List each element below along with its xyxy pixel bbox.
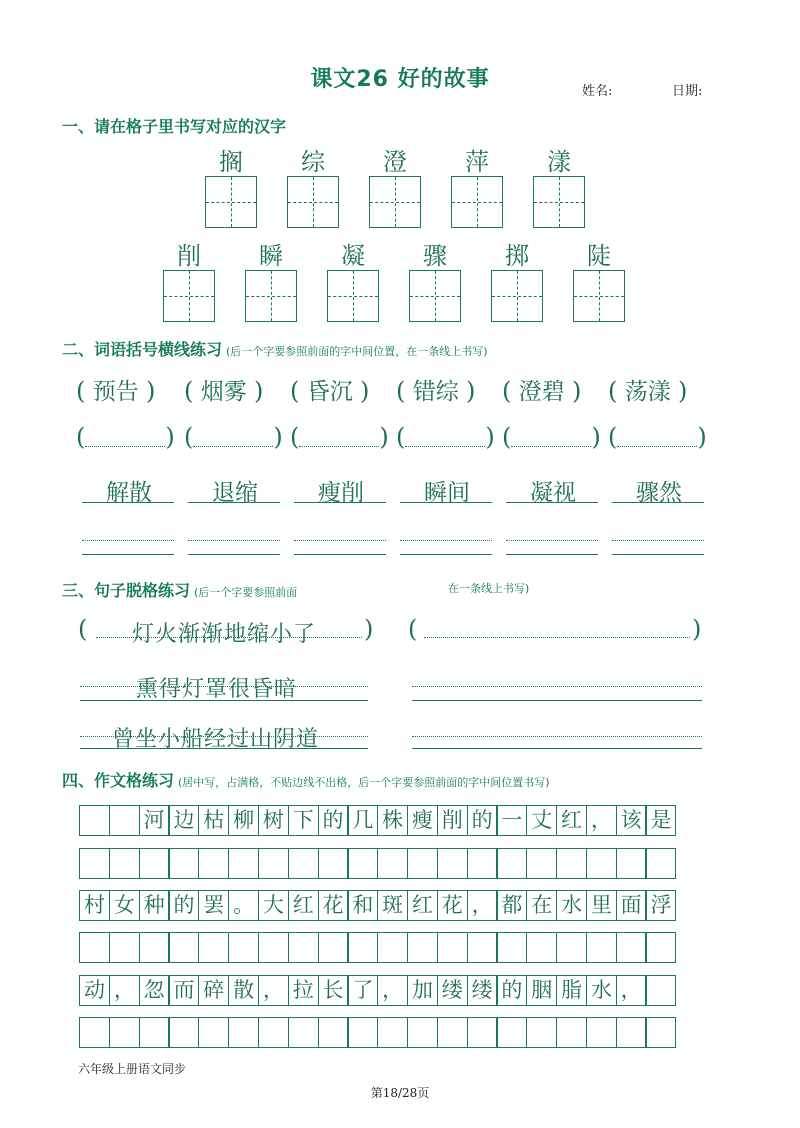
grid-cell — [79, 805, 110, 836]
grid-cell-blank[interactable] — [228, 932, 259, 963]
grid-cell-blank[interactable] — [496, 1017, 527, 1048]
grid-cell: ， — [616, 975, 647, 1006]
practice-char: 骤 — [423, 242, 447, 270]
writing-line — [506, 554, 598, 555]
grid-cell-blank[interactable] — [377, 848, 408, 879]
blank-writing-line[interactable] — [294, 540, 386, 541]
grid-cell-blank[interactable] — [556, 848, 587, 879]
grid-cell: 和 — [347, 890, 378, 921]
writing-line — [506, 502, 598, 503]
practice-char: 陡 — [587, 242, 611, 270]
grid-cell: 水 — [586, 975, 617, 1006]
practice-char: 搁 — [219, 148, 243, 176]
grid-cell: 边 — [168, 805, 199, 836]
grid-cell-blank[interactable] — [467, 932, 498, 963]
grid-cell-blank[interactable] — [318, 932, 349, 963]
grid-cell: 花 — [318, 890, 349, 921]
grid-cell: 红 — [288, 890, 319, 921]
date-label: 日期: — [672, 84, 703, 99]
paren-word: ( 昏沉 ) — [290, 377, 370, 405]
grid-cell: 。 — [228, 890, 259, 921]
blank-writing-line[interactable] — [612, 540, 704, 541]
grid-cell: 株 — [377, 805, 408, 836]
grid-cell-blank[interactable] — [318, 1017, 349, 1048]
section4-title: 四、作文格练习 — [62, 771, 175, 790]
section4-heading — [62, 768, 550, 791]
sentence-blank-dotted[interactable] — [412, 736, 702, 737]
practice-char: 漾 — [547, 148, 571, 176]
grid-cell: ， — [109, 975, 140, 1006]
grid-cell-blank[interactable] — [377, 932, 408, 963]
grid-cell: 树 — [258, 805, 289, 836]
paren-blank[interactable]: ( ) — [184, 423, 283, 451]
page-title: 课文26 好的故事 — [310, 67, 490, 92]
sentence-blank-base[interactable] — [412, 700, 702, 701]
footer-book-label: 六年级上册语文同步 — [78, 1062, 187, 1076]
grid-cell-blank[interactable] — [556, 932, 587, 963]
grid-cell: 动 — [79, 975, 110, 1006]
grid-cell: 红 — [407, 890, 438, 921]
grid-cell: 浮 — [645, 890, 676, 921]
grid-cell-blank[interactable] — [198, 848, 229, 879]
sentence-paren-right: ) — [364, 615, 374, 643]
grid-cell-blank[interactable] — [645, 932, 676, 963]
paren-word: ( 烟雾 ) — [184, 377, 264, 405]
grid-cell — [109, 805, 140, 836]
grid-cell-blank[interactable] — [288, 1017, 319, 1048]
section2-title: 二、词语括号横线练习 — [62, 340, 223, 359]
grid-cell: 都 — [496, 890, 527, 921]
composition-grid-row — [79, 890, 675, 921]
grid-cell-blank[interactable] — [586, 848, 617, 879]
grid-cell: 散 — [228, 975, 259, 1006]
grid-cell-blank[interactable] — [437, 848, 468, 879]
paren-word: ( 错综 ) — [396, 377, 476, 405]
grid-cell-blank[interactable] — [347, 848, 378, 879]
paren-word: ( 荡漾 ) — [608, 377, 688, 405]
grid-cell-blank[interactable] — [228, 848, 259, 879]
name-label: 姓名: — [582, 84, 613, 99]
grid-cell-blank[interactable] — [168, 1017, 199, 1048]
grid-cell: 胭 — [526, 975, 557, 1006]
grid-cell: 长 — [318, 975, 349, 1006]
composition-grid-row-blank[interactable] — [79, 1017, 675, 1048]
composition-grid-row-blank[interactable] — [79, 848, 675, 879]
practice-char: 萍 — [465, 148, 489, 176]
line-word: 凝视 — [530, 480, 576, 506]
section3-note-right: 在一条线上书写) — [448, 582, 530, 595]
grid-cell — [645, 975, 676, 1006]
page-number: 第18/28页 — [370, 1086, 430, 1100]
grid-cell-blank[interactable] — [139, 848, 170, 879]
writing-line — [612, 554, 704, 555]
practice-char: 凝 — [341, 242, 365, 270]
practice-char: 综 — [301, 148, 325, 176]
sentence-example: 熏得灯罩很昏暗 — [136, 677, 298, 702]
composition-grid-row-blank[interactable] — [79, 932, 675, 963]
grid-cell: 而 — [168, 975, 199, 1006]
paren-word: ( 预告 ) — [76, 377, 156, 405]
grid-cell: 在 — [526, 890, 557, 921]
paren-blank[interactable]: ( ) — [608, 423, 707, 451]
sentence-example: 灯火渐渐地缩小了 — [132, 622, 317, 647]
line-word: 退缩 — [212, 480, 258, 506]
grid-cell: 花 — [437, 890, 468, 921]
sentence-guide-line — [96, 637, 362, 638]
writing-line — [400, 502, 492, 503]
grid-cell-blank[interactable] — [198, 1017, 229, 1048]
sentence-example: 曾坐小船经过山阴道 — [112, 727, 320, 752]
practice-char: 削 — [177, 242, 201, 270]
tianzige-box[interactable] — [573, 270, 625, 322]
sentence-paren-left: ( — [78, 615, 88, 643]
sentence-blank-dotted[interactable] — [412, 686, 702, 687]
writing-line — [188, 554, 280, 555]
section3-note-left: (后一个字要参照前面 — [194, 586, 298, 599]
grid-cell: 红 — [556, 805, 587, 836]
tianzige-box[interactable] — [409, 270, 461, 322]
grid-cell-blank[interactable] — [139, 932, 170, 963]
writing-line — [82, 554, 174, 555]
grid-cell-blank[interactable] — [467, 848, 498, 879]
grid-cell-blank[interactable] — [109, 932, 140, 963]
practice-char: 掷 — [505, 242, 529, 270]
grid-cell-blank[interactable] — [198, 932, 229, 963]
grid-cell-blank[interactable] — [467, 1017, 498, 1048]
grid-cell: 丈 — [526, 805, 557, 836]
grid-cell: 的 — [496, 975, 527, 1006]
grid-cell: 柳 — [228, 805, 259, 836]
composition-grid-row — [79, 805, 675, 836]
grid-cell-blank[interactable] — [645, 848, 676, 879]
grid-cell: ， — [258, 975, 289, 1006]
grid-cell: ， — [586, 805, 617, 836]
tianzige-box[interactable] — [369, 176, 421, 228]
grid-cell: 几 — [347, 805, 378, 836]
grid-cell-blank[interactable] — [616, 932, 647, 963]
grid-cell: 削 — [437, 805, 468, 836]
writing-line — [400, 554, 492, 555]
blank-writing-line[interactable] — [82, 540, 174, 541]
grid-cell: 面 — [616, 890, 647, 921]
sentence-base-line — [80, 700, 368, 701]
writing-line — [82, 502, 174, 503]
grid-cell: 女 — [109, 890, 140, 921]
section3-title: 三、句子脱格练习 — [62, 581, 191, 600]
line-word: 瘦削 — [318, 480, 364, 506]
grid-cell: 缕 — [467, 975, 498, 1006]
grid-cell: 该 — [616, 805, 647, 836]
section2-heading — [62, 337, 488, 360]
grid-cell: 下 — [288, 805, 319, 836]
blank-writing-line[interactable] — [188, 540, 280, 541]
grid-cell-blank[interactable] — [258, 848, 289, 879]
grid-cell-blank[interactable] — [616, 848, 647, 879]
line-word: 瞬间 — [424, 480, 470, 506]
grid-cell-blank[interactable] — [79, 932, 110, 963]
writing-line — [294, 554, 386, 555]
grid-cell: 的 — [168, 890, 199, 921]
tianzige-box[interactable] — [327, 270, 379, 322]
grid-cell-blank[interactable] — [377, 1017, 408, 1048]
sentence-blank-line[interactable] — [424, 637, 690, 638]
writing-line — [188, 502, 280, 503]
section1-heading: 一、请在格子里书写对应的汉字 — [62, 117, 287, 136]
writing-line — [612, 502, 704, 503]
grid-cell-blank[interactable] — [258, 932, 289, 963]
grid-cell: 水 — [556, 890, 587, 921]
grid-cell: 一 — [496, 805, 527, 836]
grid-cell-blank[interactable] — [496, 932, 527, 963]
grid-cell-blank[interactable] — [168, 932, 199, 963]
grid-cell-blank[interactable] — [288, 932, 319, 963]
sentence-blank-base[interactable] — [412, 748, 702, 749]
tianzige-box[interactable] — [451, 176, 503, 228]
grid-cell-blank[interactable] — [109, 1017, 140, 1048]
grid-cell: 村 — [79, 890, 110, 921]
grid-cell: 的 — [467, 805, 498, 836]
line-word: 骤然 — [636, 480, 682, 506]
grid-cell-blank[interactable] — [79, 1017, 110, 1048]
grid-cell-blank[interactable] — [109, 848, 140, 879]
grid-cell: ， — [377, 975, 408, 1006]
grid-cell: 碎 — [198, 975, 229, 1006]
grid-cell: ， — [467, 890, 498, 921]
tianzige-box[interactable] — [245, 270, 297, 322]
tianzige-box[interactable] — [163, 270, 215, 322]
composition-grid-row — [79, 975, 675, 1006]
grid-cell-blank[interactable] — [496, 848, 527, 879]
grid-cell: 枯 — [198, 805, 229, 836]
grid-cell: 斑 — [377, 890, 408, 921]
practice-char: 澄 — [383, 148, 407, 176]
tianzige-box[interactable] — [287, 176, 339, 228]
tianzige-box[interactable] — [533, 176, 585, 228]
grid-cell-blank[interactable] — [556, 1017, 587, 1048]
grid-cell-blank[interactable] — [407, 932, 438, 963]
grid-cell-blank[interactable] — [586, 932, 617, 963]
sentence-dotted-line — [80, 736, 368, 737]
grid-cell-blank[interactable] — [645, 1017, 676, 1048]
sentence-blank-paren[interactable]: ( — [408, 615, 418, 643]
blank-writing-line[interactable] — [506, 540, 598, 541]
grid-cell-blank[interactable] — [228, 1017, 259, 1048]
grid-cell-blank[interactable] — [616, 1017, 647, 1048]
grid-cell-blank[interactable] — [318, 848, 349, 879]
grid-cell: 种 — [139, 890, 170, 921]
sentence-dotted-line — [80, 686, 368, 687]
grid-cell: 大 — [258, 890, 289, 921]
grid-cell: 脂 — [556, 975, 587, 1006]
sentence-base-line — [80, 748, 368, 749]
practice-char: 瞬 — [259, 242, 283, 270]
grid-cell-blank[interactable] — [139, 1017, 170, 1048]
sentence-blank-paren-close: ) — [692, 615, 702, 643]
paren-blank[interactable]: ( ) — [396, 423, 495, 451]
paren-blank[interactable]: ( ) — [76, 423, 175, 451]
line-word: 解散 — [106, 480, 152, 506]
grid-cell-blank[interactable] — [288, 848, 319, 879]
grid-cell-blank[interactable] — [168, 848, 199, 879]
grid-cell: 拉 — [288, 975, 319, 1006]
grid-cell: 加 — [407, 975, 438, 1006]
section2-note: (后一个字要参照前面的字中间位置，在一条线上书写) — [226, 345, 488, 358]
grid-cell-blank[interactable] — [79, 848, 110, 879]
writing-line — [294, 502, 386, 503]
grid-cell-blank[interactable] — [347, 1017, 378, 1048]
blank-writing-line[interactable] — [400, 540, 492, 541]
section4-note: (居中写，占满格，不贴边线不出格，后一个字要参照前面的字中间位置书写) — [178, 776, 550, 789]
grid-cell: 里 — [586, 890, 617, 921]
grid-cell-blank[interactable] — [526, 932, 557, 963]
grid-cell-blank[interactable] — [407, 1017, 438, 1048]
grid-cell-blank[interactable] — [586, 1017, 617, 1048]
grid-cell-blank[interactable] — [437, 1017, 468, 1048]
grid-cell-blank[interactable] — [526, 1017, 557, 1048]
grid-cell: 缕 — [437, 975, 468, 1006]
grid-cell-blank[interactable] — [526, 848, 557, 879]
grid-cell: 罢 — [198, 890, 229, 921]
grid-cell: 了 — [347, 975, 378, 1006]
grid-cell-blank[interactable] — [407, 848, 438, 879]
tianzige-box[interactable] — [491, 270, 543, 322]
tianzige-box[interactable] — [205, 176, 257, 228]
grid-cell-blank[interactable] — [437, 932, 468, 963]
paren-blank[interactable]: ( ) — [290, 423, 389, 451]
paren-blank[interactable]: ( ) — [502, 423, 601, 451]
grid-cell: 忽 — [139, 975, 170, 1006]
section3-heading — [62, 578, 297, 601]
grid-cell: 的 — [318, 805, 349, 836]
grid-cell: 河 — [139, 805, 170, 836]
grid-cell: 是 — [645, 805, 676, 836]
paren-word: ( 澄碧 ) — [502, 377, 582, 405]
grid-cell: 瘦 — [407, 805, 438, 836]
grid-cell-blank[interactable] — [347, 932, 378, 963]
grid-cell-blank[interactable] — [258, 1017, 289, 1048]
